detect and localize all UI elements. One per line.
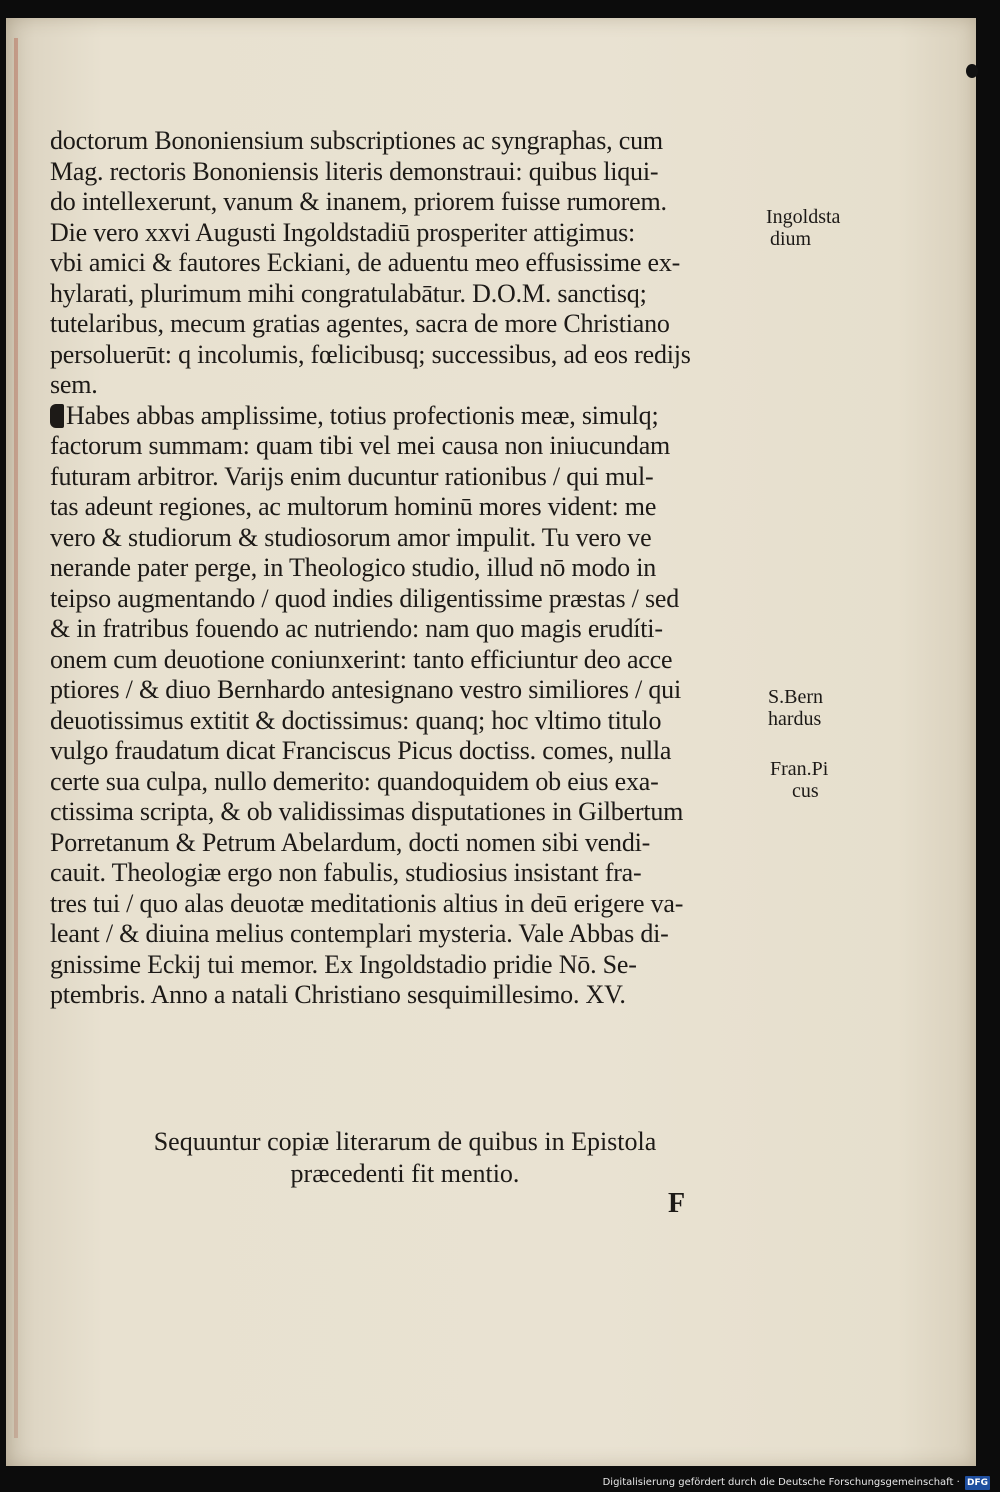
text-line: tas adeunt regiones, ac multorum hominū mores vident: me: [50, 492, 657, 521]
closing-heading: [110, 1126, 700, 1190]
text-line: deuotissimus extitit & doctissimus: quanq; hoc vltimo titulo: [50, 705, 662, 735]
closing-line: Sequuntur copiæ literarum de quibus in Epistola: [153, 1127, 657, 1156]
marginal-line: dium: [770, 228, 812, 250]
text-line: Die vero xxvi Augusti Ingoldstadiū prosperiter attigimus:: [50, 217, 636, 247]
page-hole: [966, 64, 978, 78]
dfg-logo: DFG: [966, 1478, 988, 1488]
paragraph-start-line: [50, 401, 780, 432]
pilcrow-icon: [50, 404, 64, 428]
text-line: persoluerūt: q incolumis, fœlicibusq; successibus, ad eos redijs: [50, 339, 691, 369]
text-line: Mag. rectoris Bononiensis literis demonstraui: quibus liqui-: [50, 156, 659, 186]
text-line: & in fratribus fouendo ac nutriendo: nam quo magis erudíti-: [50, 614, 663, 643]
text-line: factorum summam: quam tibi vel mei causa non iniucundam: [50, 431, 671, 460]
text-line: cauit. Theologiæ ergo non fabulis, studiosius insistant fra-: [50, 858, 642, 887]
marginal-line: Fran.Pi: [770, 758, 829, 780]
text-line: ctissima scripta, & ob validissimas disputationes in Gilbertum: [50, 797, 684, 826]
digitization-footer: [603, 1476, 990, 1490]
text-line: hylarati, plurimum mihi congratulabātur. D.O.M. sanctisq;: [50, 278, 647, 308]
book-page: [6, 18, 976, 1466]
footer-text: Digitalisierung gefördert durch die Deutsche Forschungsgemeinschaft ·: [602, 1477, 960, 1488]
text-line: certe sua culpa, nullo demerito: quandoquidem ob eius exa-: [50, 766, 659, 796]
marginal-line: Ingoldsta: [766, 206, 841, 228]
text-line: leant / & diuina melius contemplari mysteria. Vale Abbas di-: [50, 919, 669, 948]
text-line: teipso augmentando / quod indies diligentissime præstas / sed: [50, 583, 680, 613]
text-line: Habes abbas amplissime, totius profectionis meæ, simulq;: [66, 400, 659, 430]
marginal-note-bernhardus: [768, 686, 823, 730]
closing-line: præcedenti fit mentio.: [290, 1159, 520, 1188]
text-line: nerande pater perge, in Theologico studio, illud nō modo in: [50, 553, 657, 582]
text-line: futuram arbitror. Varijs enim ducuntur rationibus / qui mul-: [50, 461, 654, 491]
text-line: doctorum Bononiensium subscriptiones ac syngraphas, cum: [50, 126, 663, 155]
marginal-line: S.Bern: [768, 686, 823, 708]
text-line: tres tui / quo alas deuotæ meditationis altius in deū erigere va-: [50, 888, 684, 918]
text-line: tutelaribus, mecum gratias agentes, sacra de more Christiano: [50, 309, 670, 338]
text-line: vero & studiorum & studiosorum amor impulit. Tu vero ve: [50, 522, 652, 552]
marginal-note-ingoldstadium: [766, 206, 840, 250]
text-line: Porretanum & Petrum Abelardum, docti nomen sibi vendi-: [50, 827, 651, 857]
text-line: onem cum deuotione coniunxerint: tanto efficiuntur deo acce: [50, 644, 673, 674]
marginal-note-picus: [770, 758, 828, 802]
marginal-line: cus: [792, 780, 819, 802]
text-line: vbi amici & fautores Eckiani, de aduentu meo effusissime ex-: [50, 248, 681, 277]
letter-body: [50, 126, 780, 1011]
text-line: ptembris. Anno a natali Christiano sesquimillesimo. XV.: [50, 980, 626, 1009]
text-line: gnissime Eckij tui memor. Ex Ingoldstadio pridie Nō. Se-: [50, 949, 637, 979]
marginal-line: hardus: [768, 708, 822, 730]
text-line: ptiores / & diuo Bernhardo antesignano vestro similiores / qui: [50, 675, 681, 704]
text-line: do intellexerunt, vanum & inanem, priorem fuisse rumorem.: [50, 187, 667, 216]
text-line: sem.: [50, 370, 98, 399]
text-line: vulgo fraudatum dicat Franciscus Picus doctiss. comes, nulla: [50, 736, 672, 765]
signature-mark: F: [668, 1188, 686, 1219]
